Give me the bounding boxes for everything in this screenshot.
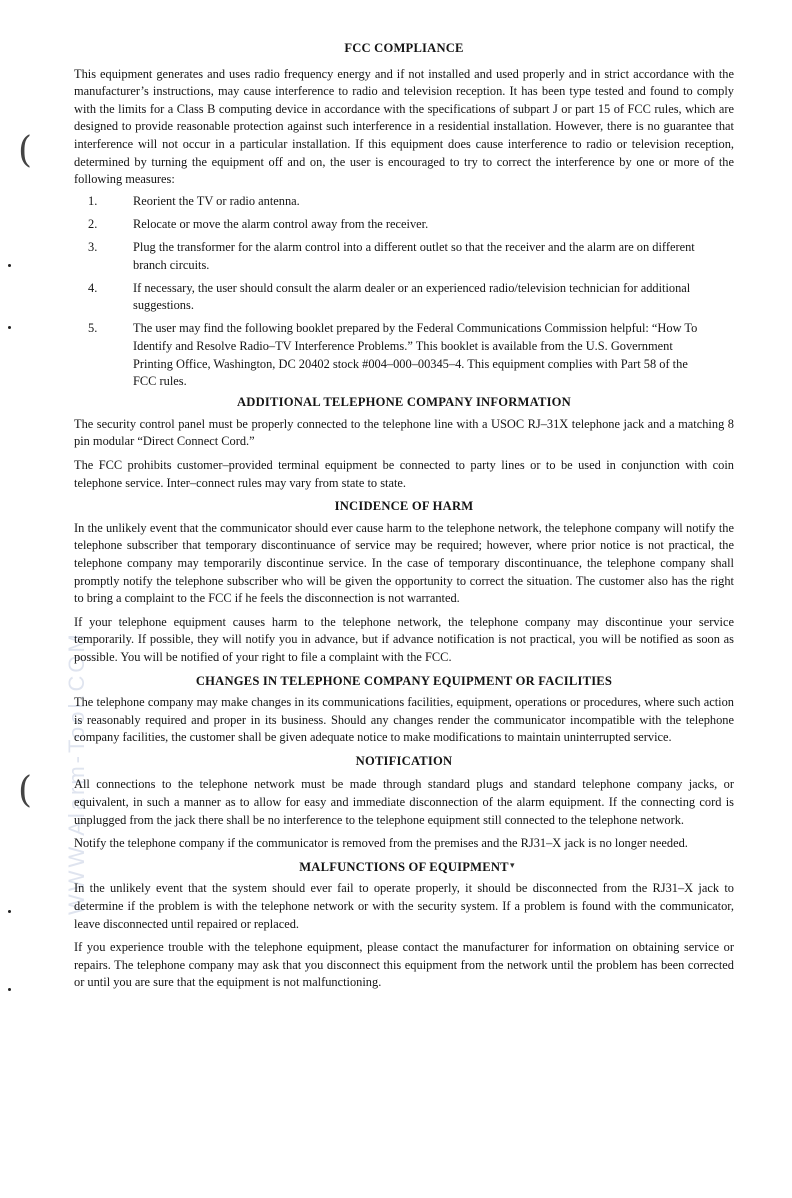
list-item-text: Relocate or move the alarm control away from the receiver. <box>133 216 429 231</box>
notification-paragraph-2: Notify the telephone company if the communicator is removed from the premises and the RJ31–X jack is no longer needed. <box>74 836 688 851</box>
telephone-company-info-heading: ADDITIONAL TELEPHONE COMPANY INFORMATION <box>237 395 571 410</box>
fcc-compliance-heading: FCC COMPLIANCE <box>344 41 464 55</box>
telco-paragraph-1: The security control panel must be properly connected to the telephone line with a USOC RJ–31X telephone jack and a matching 8 pin modular “Direct Connect Cord.” <box>74 416 734 449</box>
telco-paragraph-2: The FCC prohibits customer–provided terminal equipment be connected to party lines or to be used in conjunction with coin telephone service. Inter–connect rules may vary from state to state. <box>74 457 734 490</box>
margin-dot <box>8 910 11 913</box>
stray-mark: ▾ <box>510 860 515 870</box>
margin-dot <box>8 264 11 267</box>
measures-list <box>74 193 734 391</box>
margin-bracket-top: ( <box>18 130 33 171</box>
list-item-number: 2. <box>88 216 98 231</box>
incidence-of-harm-heading: INCIDENCE OF HARM <box>334 499 474 514</box>
list-item <box>88 239 734 274</box>
list-item <box>88 280 734 315</box>
list-item-number: 3. <box>88 239 98 254</box>
watermark: WWW.Alarm-Tool.COM <box>64 631 89 915</box>
list-item-text: If necessary, the user should consult the alarm dealer or an experienced radio/television technician for additional suggestions. <box>133 280 691 313</box>
malfunctions-paragraph-1: In the unlikely event that the system should ever fail to operate properly, it should be disconnected from the RJ31–X jack to determine if the problem is with the telephone network or with the security system. If a problem is found with the communicator, leave disconnected until repaired or replaced. <box>74 881 734 931</box>
fcc-intro-paragraph: This equipment generates and uses radio frequency energy and if not installed and used properly and in strict accordance with the manufacturer’s instructions, may cause interference to radio and television reception. It has been type tested and found to comply with the limits for a Class B computing device in accordance with the specifications of subpart J or part 15 of FCC rules, which are designed to provide reasonable protection against such interference in a residential installation. However, there is no guarantee that interference will not occur in a particular installation. If this equipment does cause interference to radio or television reception, determined by turning the equipment off and on, the user is encouraged to try to correct the interference by one or more of the following measures: <box>74 66 734 187</box>
list-item <box>88 320 734 390</box>
malfunctions-heading: MALFUNCTIONS OF EQUIPMENT <box>299 859 509 874</box>
notification-heading: NOTIFICATION <box>355 753 453 768</box>
list-item-text: The user may find the following booklet prepared by the Federal Communications Commission helpful: “How To Identify and Resolve Radio–TV Interference Problems.” This booklet is available from the U.S. Government Printing Office, Washington, DC 20402 stock #004–000–00345–4. This equipment complies with Part 58 of the FCC rules. <box>133 321 698 389</box>
harm-paragraph-2: If your telephone equipment causes harm to the telephone network, the telephone company may discontinue your service temporarily. If possible, they will notify you in advance, but if advance notification is not practical, you will be notified as soon as possible. You will be notified of your right to file a complaint with the FCC. <box>74 614 734 664</box>
list-item-number: 4. <box>88 280 98 295</box>
margin-bracket-bottom: ( <box>18 770 33 811</box>
changes-heading: CHANGES IN TELEPHONE COMPANY EQUIPMENT OR FACILITIES <box>195 673 613 688</box>
harm-paragraph-1: In the unlikely event that the communicator should ever cause harm to the telephone network, the telephone company will notify the telephone subscriber that temporary discontinuance of service may be required; however, where prior notice is not practical, the telephone company may temporarily discontinue service. In the case of temporary discontinuance, the telephone company shall promptly notify the telephone subscriber who will be given the opportunity to correct the situation. The customer also has the right to bring a complaint to the FCC if he feels the disconnection is not warranted. <box>74 520 734 606</box>
list-item-text: Plug the transformer for the alarm control into a different outlet so that the receiver and the alarm are on different branch circuits. <box>133 239 695 272</box>
list-item-number: 5. <box>88 321 98 336</box>
document-content <box>74 40 734 998</box>
margin-dot <box>8 326 11 329</box>
notification-paragraph-1: All connections to the telephone network must be made through standard plugs and standard telephone company jacks, or equivalent, in such a manner as to allow for easy and immediate disconnection of the alarm equipment. If the connecting cord is unplugged from the jack there shall be no interference to the telephone equipment still connected to the telephone network. <box>74 777 734 827</box>
list-item-text: Reorient the TV or radio antenna. <box>133 193 300 208</box>
margin-dot <box>8 988 11 991</box>
changes-paragraph: The telephone company may make changes in its communications facilities, equipment, operations or procedures, where such action is reasonably required and proper in its business. Should any changes render the communicator incompatible with the telephone company facilities, the customer shall be given adequate notice to make modifications to maintain uninterrupted service. <box>74 695 734 745</box>
malfunctions-paragraph-2: If you experience trouble with the telephone equipment, please contact the manufacturer for information on obtaining service or repairs. The telephone company may ask that you disconnect this equipment from the network until the problem has been corrected or until you are sure that the equipment is not malfunctioning. <box>74 940 734 990</box>
list-item-number: 1. <box>88 193 98 208</box>
list-item <box>88 193 734 211</box>
list-item <box>88 216 734 234</box>
